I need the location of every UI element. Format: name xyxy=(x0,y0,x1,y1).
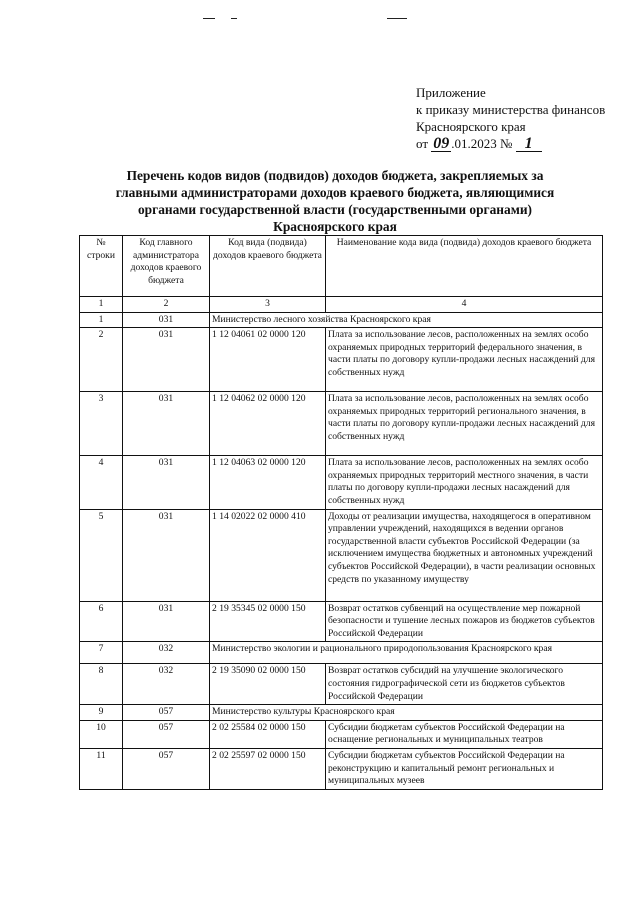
admin-code: 057 xyxy=(123,705,210,721)
column-number: 1 xyxy=(80,297,123,313)
table-row xyxy=(80,642,603,664)
appendix-label: Приложение xyxy=(416,85,486,100)
income-code: 2 19 35345 02 0000 150 xyxy=(210,601,326,642)
appendix-order-ref: к приказу министерства финансов xyxy=(416,102,606,117)
income-name: Плата за использование лесов, расположенных на землях особо охраняемых природных территорий местного значения, в части платы по договору купли-продажи лесных насаждений для собственных нужд xyxy=(326,456,603,509)
income-name: Субсидии бюджетам субъектов Российской Федерации на реконструкцию и капитальный ремонт региональных и муниципальных музеев xyxy=(326,748,603,789)
date-prefix: от xyxy=(416,136,429,151)
table-row xyxy=(80,664,603,705)
document-title: Перечень кодов видов (подвидов) доходов бюджета, закрепляемых за главными администраторами доходов краевого бюджета, являющимися органами государственной власти (государственными органами) Красноярского края xyxy=(115,168,555,234)
admin-code: 031 xyxy=(123,312,210,328)
table-row xyxy=(80,312,603,328)
admin-code: 057 xyxy=(123,720,210,748)
income-code: 2 19 35090 02 0000 150 xyxy=(210,664,326,705)
income-name: Субсидии бюджетам субъектов Российской Федерации на оснащение региональных и муниципальных театров xyxy=(326,720,603,748)
appendix-block xyxy=(416,84,636,152)
table-row xyxy=(80,601,603,642)
handwritten-day: 09 xyxy=(433,135,450,152)
table-row xyxy=(80,748,603,789)
row-number: 6 xyxy=(80,601,123,642)
table-header-row xyxy=(80,236,603,297)
column-number: 3 xyxy=(210,297,326,313)
row-number: 10 xyxy=(80,720,123,748)
column-number: 2 xyxy=(123,297,210,313)
ministry-name: Министерство экологии и рационального природопользования Красноярского края xyxy=(210,642,603,664)
admin-code: 031 xyxy=(123,456,210,509)
table-row xyxy=(80,392,603,456)
income-name: Доходы от реализации имущества, находящегося в оперативном управлении учреждений, находящихся в ведении органов государственной власти субъектов Российской Федерации (за исключением имущества бюджетных и автономных учреждений субъектов Российской Федерации), в части реализации основных средств по указанному имуществу xyxy=(326,509,603,601)
admin-code: 032 xyxy=(123,642,210,664)
admin-code: 032 xyxy=(123,664,210,705)
table-row xyxy=(80,328,603,392)
header-row-number: № строки xyxy=(80,236,123,297)
income-name: Возврат остатков субсидий на улучшение экологического состояния гидрографической сети из бюджетов субъектов Российской Федерации xyxy=(326,664,603,705)
scan-mark xyxy=(387,18,407,19)
ministry-name: Министерство лесного хозяйства Красноярского края xyxy=(210,312,603,328)
ministry-name: Министерство культуры Красноярского края xyxy=(210,705,603,721)
income-name: Плата за использование лесов, расположенных на землях особо охраняемых природных территорий федерального значения, в части платы по договору купли-продажи лесных насаждений для собственных нужд xyxy=(326,328,603,392)
income-code: 1 12 04062 02 0000 120 xyxy=(210,392,326,456)
row-number: 5 xyxy=(80,509,123,601)
income-name: Возврат остатков субвенций на осуществление мер пожарной безопасности и тушение лесных пожаров из бюджетов субъектов Российской Федерации xyxy=(326,601,603,642)
income-code: 1 14 02022 02 0000 410 xyxy=(210,509,326,601)
income-name: Плата за использование лесов, расположенных на землях особо охраняемых природных территорий регионального значения, в части платы по договору купли-продажи лесных насаждений для собственных нужд xyxy=(326,392,603,456)
row-number: 3 xyxy=(80,392,123,456)
income-code: 2 02 25597 02 0000 150 xyxy=(210,748,326,789)
scan-mark xyxy=(231,18,237,19)
header-income-name: Наименование кода вида (подвида) доходов краевого бюджета xyxy=(326,236,603,297)
row-number: 9 xyxy=(80,705,123,721)
admin-code: 031 xyxy=(123,509,210,601)
row-number: 8 xyxy=(80,664,123,705)
table-row xyxy=(80,705,603,721)
admin-code: 031 xyxy=(123,392,210,456)
header-admin-code: Код главного администратора доходов краевого бюджета xyxy=(123,236,210,297)
handwritten-number: 1 xyxy=(516,137,542,152)
income-code: 2 02 25584 02 0000 150 xyxy=(210,720,326,748)
column-numbers-row xyxy=(80,297,603,313)
date-rest: .01.2023 № xyxy=(451,136,513,151)
header-income-code: Код вида (подвида) доходов краевого бюджета xyxy=(210,236,326,297)
row-number: 7 xyxy=(80,642,123,664)
appendix-date-line xyxy=(416,135,636,152)
row-number: 11 xyxy=(80,748,123,789)
admin-code: 031 xyxy=(123,601,210,642)
table-row xyxy=(80,509,603,601)
income-code: 1 12 04063 02 0000 120 xyxy=(210,456,326,509)
row-number: 2 xyxy=(80,328,123,392)
table-row xyxy=(80,720,603,748)
row-number: 1 xyxy=(80,312,123,328)
income-code: 1 12 04061 02 0000 120 xyxy=(210,328,326,392)
appendix-region: Красноярского края xyxy=(416,119,526,134)
scan-mark xyxy=(203,18,215,19)
row-number: 4 xyxy=(80,456,123,509)
codes-table xyxy=(79,235,603,790)
admin-code: 031 xyxy=(123,328,210,392)
table-row xyxy=(80,456,603,509)
column-number: 4 xyxy=(326,297,603,313)
admin-code: 057 xyxy=(123,748,210,789)
